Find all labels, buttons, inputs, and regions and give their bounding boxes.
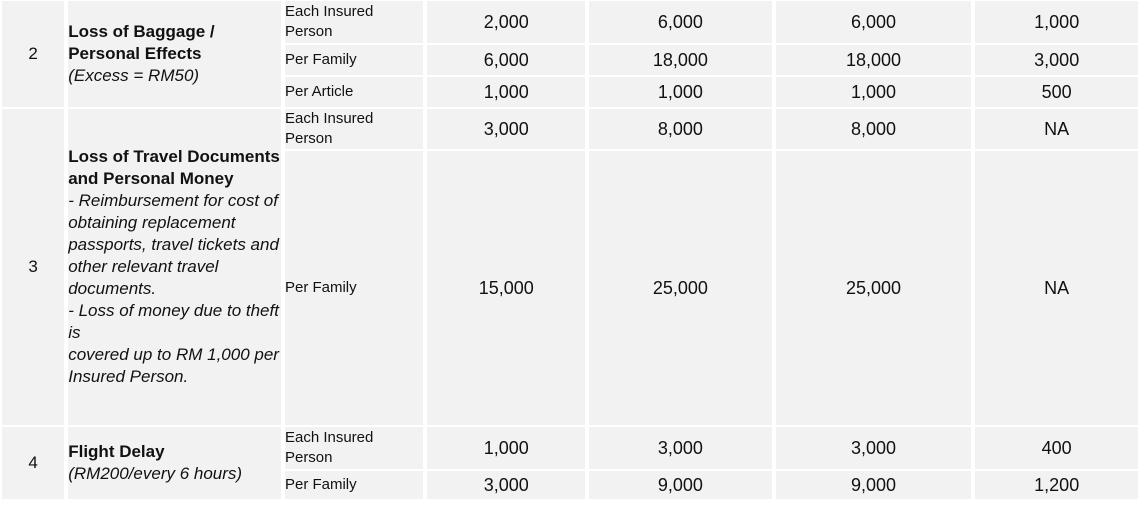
limit-type: Per Family	[285, 471, 423, 499]
plan-value: 1,000	[427, 77, 585, 107]
plan-value: 3,000	[975, 45, 1138, 75]
plan-value: 9,000	[776, 471, 972, 499]
plan-value: 18,000	[776, 45, 972, 75]
plan-value: 2,000	[427, 1, 585, 43]
limit-type: Per Family	[285, 151, 423, 425]
plan-value: 18,000	[589, 45, 772, 75]
plan-value: 1,000	[589, 77, 772, 107]
benefit-title: Loss of Travel Documents and Personal Money	[68, 147, 280, 188]
benefit-name-cell	[68, 1, 281, 107]
plan-value: 25,000	[776, 151, 972, 425]
table-row	[2, 427, 1138, 469]
limit-type: Each Insured Person	[285, 1, 423, 43]
plan-value: 6,000	[776, 1, 972, 43]
limit-type: Each Insured Person	[285, 109, 423, 149]
plan-value: 25,000	[589, 151, 772, 425]
plan-value: NA	[975, 109, 1138, 149]
plan-value: 9,000	[589, 471, 772, 499]
plan-value: 400	[975, 427, 1138, 469]
row-number: 2	[2, 1, 64, 107]
plan-value: 1,200	[975, 471, 1138, 499]
row-number: 4	[2, 427, 64, 499]
plan-value: 15,000	[427, 151, 585, 425]
plan-value: 1,000	[427, 427, 585, 469]
limit-type: Per Article	[285, 77, 423, 107]
limit-type: Per Family	[285, 45, 423, 75]
plan-value: 3,000	[589, 427, 772, 469]
plan-value: 8,000	[776, 109, 972, 149]
benefit-title: Flight Delay	[68, 442, 165, 461]
table-row	[2, 109, 1138, 149]
plan-value: 3,000	[427, 471, 585, 499]
plan-value: 1,000	[975, 1, 1138, 43]
plan-value: NA	[975, 151, 1138, 425]
benefit-note: (RM200/every 6 hours)	[68, 464, 243, 483]
benefit-name-cell	[68, 427, 281, 499]
plan-value: 6,000	[589, 1, 772, 43]
plan-value: 1,000	[776, 77, 972, 107]
plan-value: 8,000	[589, 109, 772, 149]
plan-value: 6,000	[427, 45, 585, 75]
plan-value: 500	[975, 77, 1138, 107]
benefit-name-cell	[68, 109, 281, 425]
benefit-title: Loss of Baggage / Personal Effects	[68, 22, 215, 63]
plan-value: 3,000	[427, 109, 585, 149]
plan-value: 3,000	[776, 427, 972, 469]
benefit-note: - Reimbursement for cost of obtaining replacement passports, travel tickets and other relevant travel documents. - Loss of money due to theft is covered up to RM 1,000 per Insured Person.	[68, 191, 279, 386]
limit-type: Each Insured Person	[285, 427, 423, 469]
row-number: 3	[2, 109, 64, 425]
benefit-note: (Excess = RM50)	[68, 66, 200, 85]
table-row	[2, 1, 1138, 43]
